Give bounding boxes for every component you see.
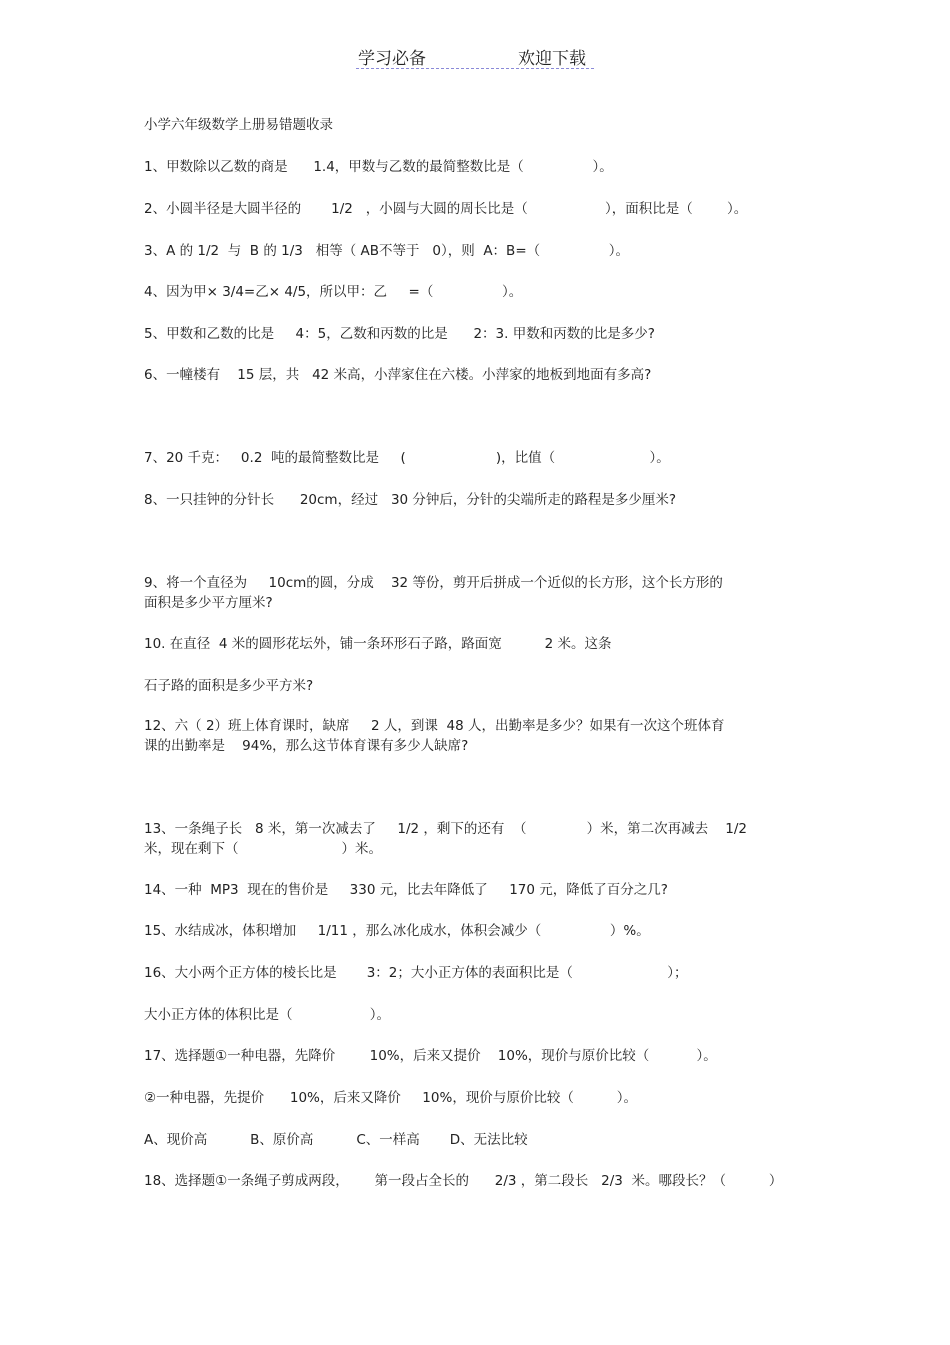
question-17-part2: ②一种电器，先提价 10%，后来又降价 10%，现价与原价比较（ ）。 <box>144 1090 637 1106</box>
question-3: 3、A 的 1/2 与 B 的 1/3 相等（ AB不等于 0），则 A：B=（ ）。 <box>144 243 630 259</box>
question-8: 8、一只挂钟的分针长 20cm，经过 30 分钟后，分针的尖端所走的路程是多少厘米? <box>144 492 677 508</box>
header-left: 学习必备 <box>358 49 426 69</box>
question-5: 5、甲数和乙数的比是 4：5，乙数和丙数的比是 2：3. 甲数和丙数的比是多少? <box>144 326 655 342</box>
question-17: 17、选择题①一种电器，先降价 10%，后来又提价 10%，现价与原价比较（ ）。 <box>144 1048 717 1064</box>
question-17-options: A、现价高 B、原价高 C、一样高 D、无法比较 <box>144 1132 528 1148</box>
question-6: 6、一幢楼有 15 层，共 42 米高，小萍家住在六楼。小萍家的地板到地面有多高? <box>144 367 652 383</box>
question-1: 1、甲数除以乙数的商是 1.4，甲数与乙数的最简整数比是（ ）。 <box>144 159 613 175</box>
question-9: 9、将一个直径为 10cm的圆，分成 32 等份，剪开后拼成一个近似的长方形，这个长方形的 <box>144 575 723 591</box>
page-header <box>356 44 594 69</box>
question-4: 4、因为甲× 3/4=乙× 4/5，所以甲：乙 =（ ）。 <box>144 284 523 300</box>
question-14: 14、一种 MP3 现在的售价是 330 元，比去年降低了 170 元，降低了百分之几? <box>144 882 668 898</box>
question-13: 13、一条绳子长 8 米，第一次减去了 1/2 ，剩下的还有 （ ）米，第二次再减去 1/2 <box>144 821 747 837</box>
question-18: 18、选择题①一条绳子剪成两段， 第一段占全长的 2/3 ，第二段长 2/3 米。哪段长？（ ） <box>144 1173 783 1189</box>
header-right: 欢迎下载 <box>518 49 586 69</box>
question-15: 15、水结成冰，体积增加 1/11 ，那么冰化成水，体积会减少（ ）%。 <box>144 923 650 939</box>
question-10-cont: 石子路的面积是多少平方米? <box>144 678 314 694</box>
question-12-cont: 课的出勤率是 94%，那么这节体育课有多少人缺席? <box>144 738 469 754</box>
question-10: 10. 在直径 4 米的圆形花坛外，铺一条环形石子路，路面宽 2 米。这条 <box>144 636 612 652</box>
question-7: 7、20 千克： 0.2 吨的最简整数比是 ( )，比值（ ）。 <box>144 450 670 466</box>
question-16: 16、大小两个正方体的棱长比是 3：2；大小正方体的表面积比是（ ）； <box>144 965 688 981</box>
document-title: 小学六年级数学上册易错题收录 <box>144 117 333 133</box>
question-13-cont: 米，现在剩下（ ）米。 <box>144 841 382 857</box>
question-12: 12、六（ 2）班上体育课时，缺席 2 人，到课 48 人，出勤率是多少？如果有一次这个班体育 <box>144 718 725 734</box>
question-16-cont: 大小正方体的体积比是（ ）。 <box>144 1007 390 1023</box>
question-9-cont: 面积是多少平方厘米? <box>144 595 273 611</box>
question-2: 2、小圆半径是大圆半径的 1/2 ，小圆与大圆的周长比是（ ），面积比是（ ）。 <box>144 201 748 217</box>
